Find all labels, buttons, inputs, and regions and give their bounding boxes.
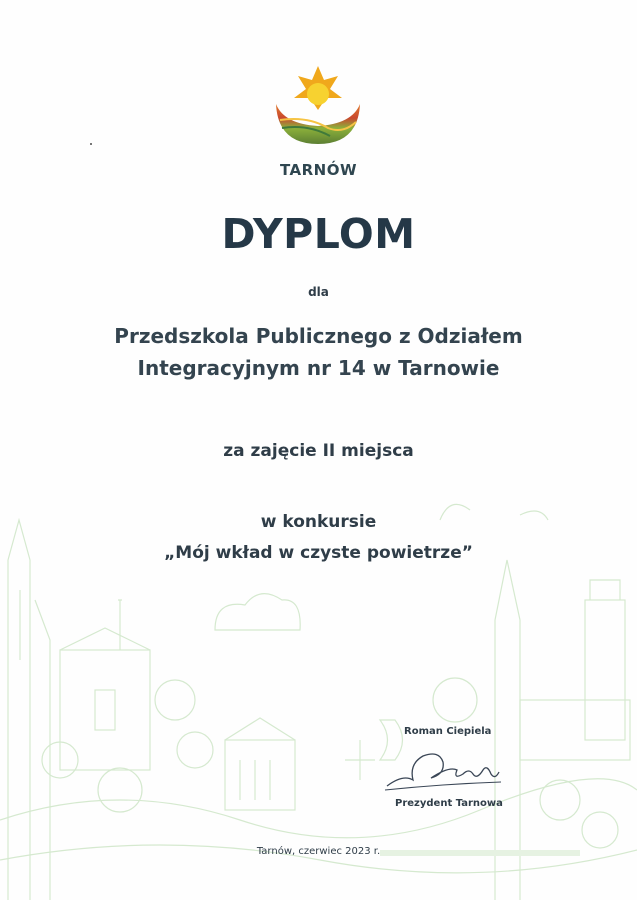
recipient-name: [0, 320, 637, 384]
logo-wordmark: TARNÓW: [279, 161, 358, 179]
tarnow-logo-icon: [268, 62, 368, 146]
contest-intro: w konkursie: [260, 512, 377, 532]
diploma-for-label: dla: [308, 285, 329, 299]
signer-role: Prezydent Tarnowa: [395, 798, 503, 809]
contest-name: „Mój wkład w czyste powietrze”: [164, 543, 473, 563]
scan-speck: [90, 143, 92, 145]
recipient-line-2: Integracyjnym nr 14 w Tarnowie: [137, 356, 500, 380]
award-text: za zajęcie II miejsca: [223, 441, 414, 461]
place-and-date: Tarnów, czerwiec 2023 r.: [256, 846, 381, 857]
handwritten-signature: [383, 744, 503, 792]
recipient-line-1: Przedszkola Publicznego z Odziałem: [114, 324, 523, 348]
signer-name: Roman Ciepiela: [404, 726, 492, 737]
diploma-title: DYPLOM: [221, 210, 416, 258]
